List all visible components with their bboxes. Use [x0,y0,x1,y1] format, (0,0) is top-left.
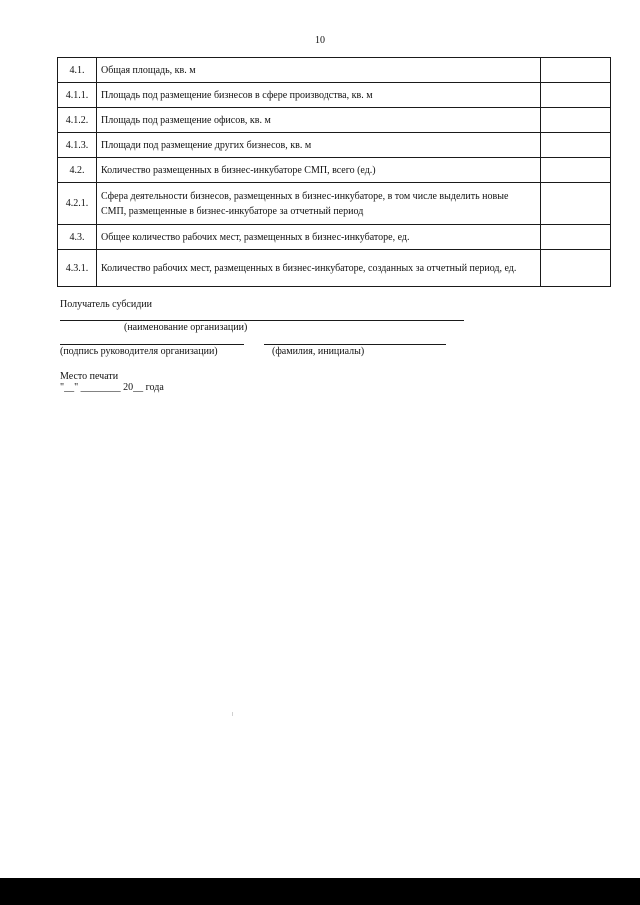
table-row [58,158,611,183]
head-signature-caption: (подпись руководителя организации) [60,346,218,357]
table-row [58,83,611,108]
row-description: Общее количество рабочих мест, размещенных в бизнес-инкубаторе, ед. [97,225,541,250]
row-value-cell [541,133,611,158]
name-line [264,344,446,345]
row-value-cell [541,108,611,133]
row-description: Площадь под размещение бизнесов в сфере производства, кв. м [97,83,541,108]
scan-artifact [232,712,233,716]
head-signature-line [60,344,244,345]
name-caption: (фамилия, инициалы) [272,346,365,357]
row-description: Площади под размещение других бизнесов, кв. м [97,133,541,158]
row-number: 4.2. [58,158,97,183]
row-number: 4.3.1. [58,250,97,287]
row-number: 4.1. [58,58,97,83]
row-description: Площадь под размещение офисов, кв. м [97,108,541,133]
org-name-caption: (наименование организации) [124,322,248,333]
row-number: 4.1.3. [58,133,97,158]
row-value-cell [541,183,611,225]
date-line: "__" ________ 20__ года [60,382,164,393]
report-table [57,57,611,287]
row-value-cell [541,250,611,287]
page-number: 10 [315,35,325,46]
row-description: Количество размещенных в бизнес-инкубаторе СМП, всего (ед.) [97,158,541,183]
row-number: 4.2.1. [58,183,97,225]
row-value-cell [541,58,611,83]
row-description: Сфера деятельности бизнесов, размещенных в бизнес-инкубаторе, в том числе выделить новые СМП, размещенные в бизнес-инкубаторе за отчетный период [97,183,541,225]
table-row [58,250,611,287]
org-name-line [60,320,464,321]
row-description: Количество рабочих мест, размещенных в бизнес-инкубаторе, созданных за отчетный период, ед. [97,250,541,287]
stamp-label: Место печати [60,371,119,382]
row-value-cell [541,158,611,183]
table-row [58,108,611,133]
row-number: 4.1.2. [58,108,97,133]
row-value-cell [541,83,611,108]
recipient-label: Получатель субсидии [60,299,152,310]
row-number: 4.3. [58,225,97,250]
row-description: Общая площадь, кв. м [97,58,541,83]
row-value-cell [541,225,611,250]
table-row [58,183,611,225]
table-row [58,133,611,158]
row-number: 4.1.1. [58,83,97,108]
table-row [58,225,611,250]
table-row [58,58,611,83]
scan-bottom-edge [0,878,640,905]
